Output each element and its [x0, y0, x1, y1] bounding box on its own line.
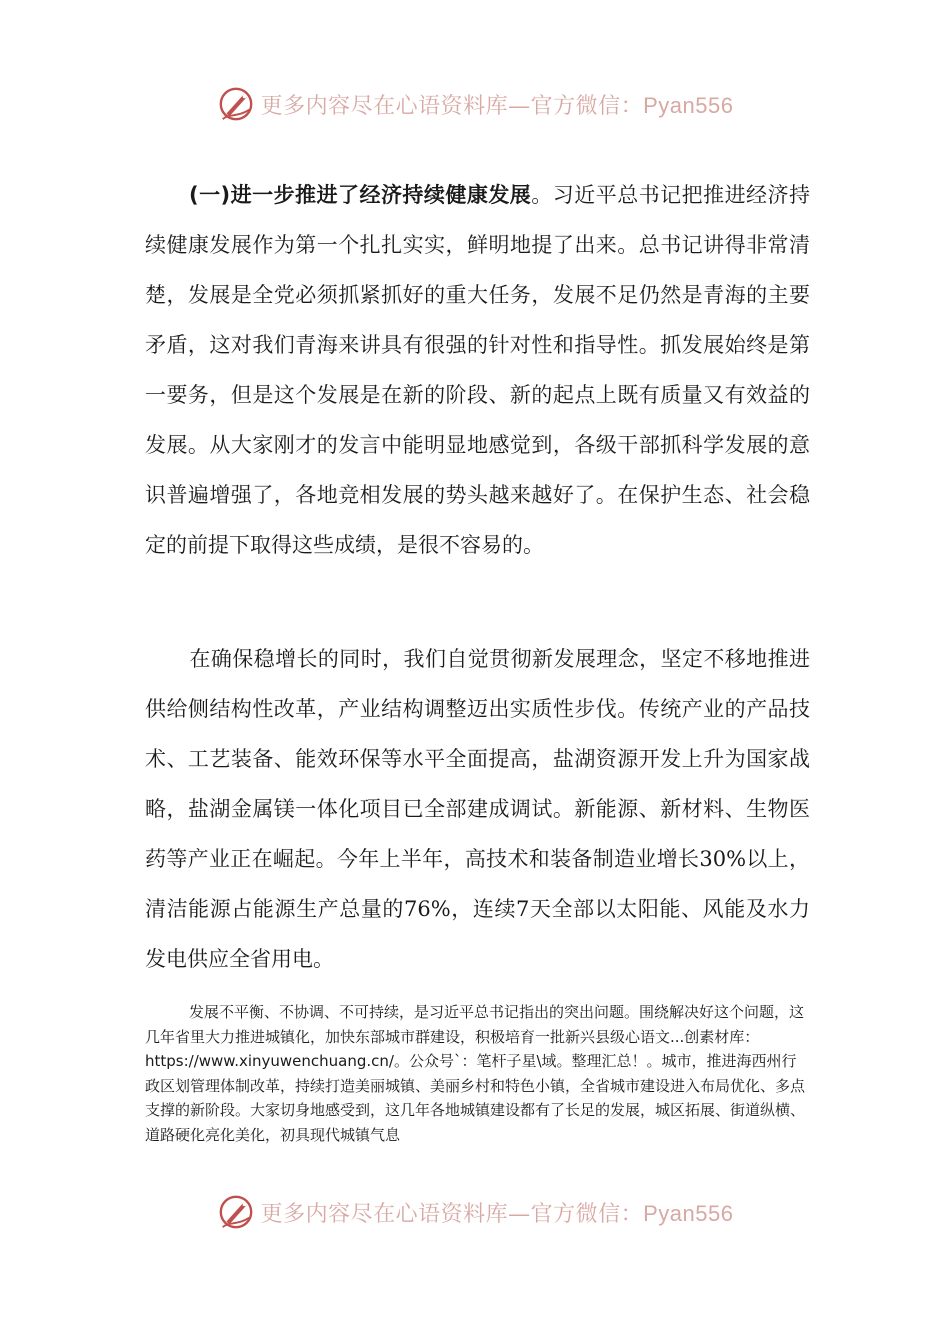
footer-banner-handle: Pyan556 [643, 1200, 734, 1226]
header-banner-label: 更多内容尽在心语资料库—官方微信： [260, 93, 644, 119]
paragraph-industry [145, 634, 810, 984]
header-banner-handle: Pyan556 [643, 92, 734, 118]
pen-logo-icon [217, 1193, 255, 1231]
paragraph-body: 发展不平衡、不协调、不可持续，是习近平总书记指出的突出问题。围绕解决好这个问题，这几年省里大力推进城镇化，加快东部城市群建设，积极培育一批新兴县级心语文...创素材库：https://www.xinyuwenchuang.cn/。公众号`：笔杆子星\域。整理汇总！。城市，推进海西州行政区划管理体制改革，持续打造美丽城镇、美丽乡村和特色小镇，全省城市建设进入布局优化、多点支撑的新阶段。大家切身地感受到，这几年各地城镇建设都有了长足的发展，城区拓展、街道纵横、道路硬化亮化美化，初具现代城镇气息 [145, 1003, 806, 1144]
header-watermark-banner [0, 82, 950, 126]
footer-watermark-text [261, 1197, 734, 1228]
paragraph-body: 在确保稳增长的同时，我们自觉贯彻新发展理念，坚定不移地推进供给侧结构性改革，产业结构调整迈出实质性步伐。传统产业的产品技术、工艺装备、能效环保等水平全面提高，盐湖资源开发上升为国家战略，盐湖金属镁一体化项目已全部建成调试。新能源、新材料、生物医药等产业正在崛起。今年上半年，高技术和装备制造业增长30%以上，清洁能源占能源生产总量的76%，连续7天全部以太阳能、风能及水力发电供应全省用电。 [145, 647, 810, 971]
footer-watermark-banner [0, 1190, 950, 1234]
paragraph-body: 。习近平总书记把推进经济持续健康发展作为第一个扎扎实实，鲜明地提了出来。总书记讲得非常清楚，发展是全党必须抓紧抓好的重大任务，发展不足仍然是青海的主要矛盾，这对我们青海来讲具有很强的针对性和指导性。抓发展始终是第一要务，但是这个发展是在新的阶段、新的起点上既有质量又有效益的发展。从大家刚才的发言中能明显地感觉到，各级干部抓科学发展的意识普遍增强了，各地竞相发展的势头越来越好了。在保护生态、社会稳定的前提下取得这些成绩，是很不容易的。 [145, 183, 811, 557]
header-watermark-text [261, 89, 734, 120]
paragraph-heading: (一)进一步推进了经济持续健康发展 [189, 183, 532, 207]
footer-banner-label: 更多内容尽在心语资料库—官方微信： [260, 1201, 644, 1227]
pen-logo-icon [217, 85, 255, 123]
paragraph-urbanization [145, 1000, 810, 1147]
paragraph-economy [145, 170, 810, 570]
